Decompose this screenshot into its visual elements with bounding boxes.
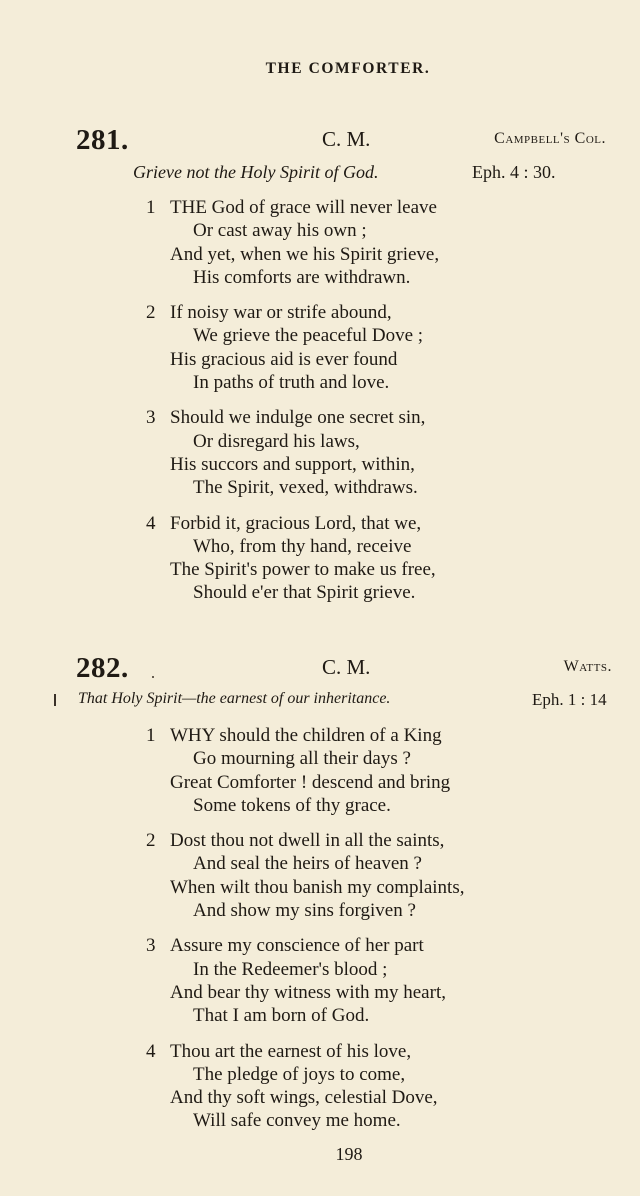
verse [0, 724, 640, 817]
scripture-quote: Grieve not the Holy Spirit of God. [133, 162, 379, 182]
hymn-header [0, 652, 640, 688]
verse [0, 301, 640, 394]
verse-line: Go mourning all their days ? [193, 748, 411, 770]
verse-line: And seal the heirs of heaven ? [193, 853, 422, 875]
verse-line: His succors and support, within, [170, 453, 415, 475]
running-head: THE COMFORTER. [265, 60, 431, 77]
verse [0, 196, 640, 289]
verse-line: If noisy war or strife abound, [170, 302, 392, 324]
verse [0, 829, 640, 922]
verse-number: 1 [146, 725, 156, 746]
verse-line: When wilt thou banish my complaints, [170, 876, 465, 898]
verse-line: Will safe convey me home. [193, 1110, 401, 1132]
scripture-reference: Eph. 1 : 14 [532, 690, 607, 709]
verse-line: Or cast away his own ; [193, 220, 367, 242]
verse-line: THE God of grace will never leave [170, 197, 437, 218]
verse [0, 512, 640, 605]
verse-number: 3 [146, 935, 156, 957]
hymn-281 [0, 124, 640, 617]
hymn-282 [0, 652, 640, 1145]
hymn-meter: C. M. [322, 127, 371, 151]
verse-number: 4 [146, 1040, 156, 1062]
verse-line: In paths of truth and love. [193, 372, 390, 394]
verse-number: 1 [146, 197, 156, 218]
verse-line: We grieve the peaceful Dove ; [193, 325, 424, 347]
hymn-author: Campbell's Col. [494, 130, 606, 147]
scripture-text [0, 160, 640, 188]
verse-line: Or disregard his laws, [193, 430, 360, 452]
verse-line: Great Comforter ! descend and bring [170, 771, 451, 793]
scripture-quote: That Holy Spirit—the earnest of our inheritance. [78, 690, 391, 707]
verse-number: 2 [146, 830, 156, 852]
verse-line: Some tokens of thy grace. [193, 794, 391, 816]
verse-line: Thou art the earnest of his love, [170, 1040, 412, 1062]
verse-line: Should we indulge one secret sin, [170, 407, 426, 429]
verse-number: 2 [146, 302, 156, 324]
verse-line: Forbid it, gracious Lord, that we, [170, 512, 422, 534]
verse-line: That I am born of God. [193, 1005, 370, 1027]
verse-number: 4 [146, 512, 156, 534]
hymn-header [0, 124, 640, 160]
hymn-number: 281. [76, 124, 129, 156]
verse-number: 3 [146, 407, 156, 429]
verse-line: Who, from thy hand, receive [193, 535, 412, 557]
verse-line: The Spirit's power to make us free, [170, 559, 436, 581]
hymn-number: 282. [76, 652, 129, 684]
verse-line: And thy soft wings, celestial Dove, [170, 1087, 438, 1109]
page-number: 198 [335, 1144, 363, 1164]
hymn-author: Watts. [563, 658, 612, 675]
scripture-text [0, 688, 640, 716]
verse-line: In the Redeemer's blood ; [193, 958, 388, 980]
verse-line: And show my sins forgiven ? [193, 900, 416, 922]
verse-line: The Spirit, vexed, withdraws. [193, 477, 418, 499]
verse-line: WHY should the children of a King [170, 725, 442, 746]
verse-line: The pledge of joys to come, [193, 1063, 406, 1085]
verse-line: Assure my conscience of her part [170, 935, 424, 957]
verse-line: His gracious aid is ever found [170, 348, 398, 370]
verse-line: And yet, when we his Spirit grieve, [170, 243, 440, 265]
verse-line: Should e'er that Spirit grieve. [193, 582, 416, 604]
verse-line: His comforts are withdrawn. [193, 266, 411, 288]
verse [0, 1040, 640, 1133]
verse-line: Dost thou not dwell in all the saints, [170, 830, 445, 852]
scripture-reference: Eph. 4 : 30. [472, 162, 556, 182]
verse [0, 406, 640, 499]
hymn-meter: C. M. [322, 655, 371, 679]
verse [0, 934, 640, 1027]
verse-line: And bear thy witness with my heart, [170, 981, 446, 1003]
